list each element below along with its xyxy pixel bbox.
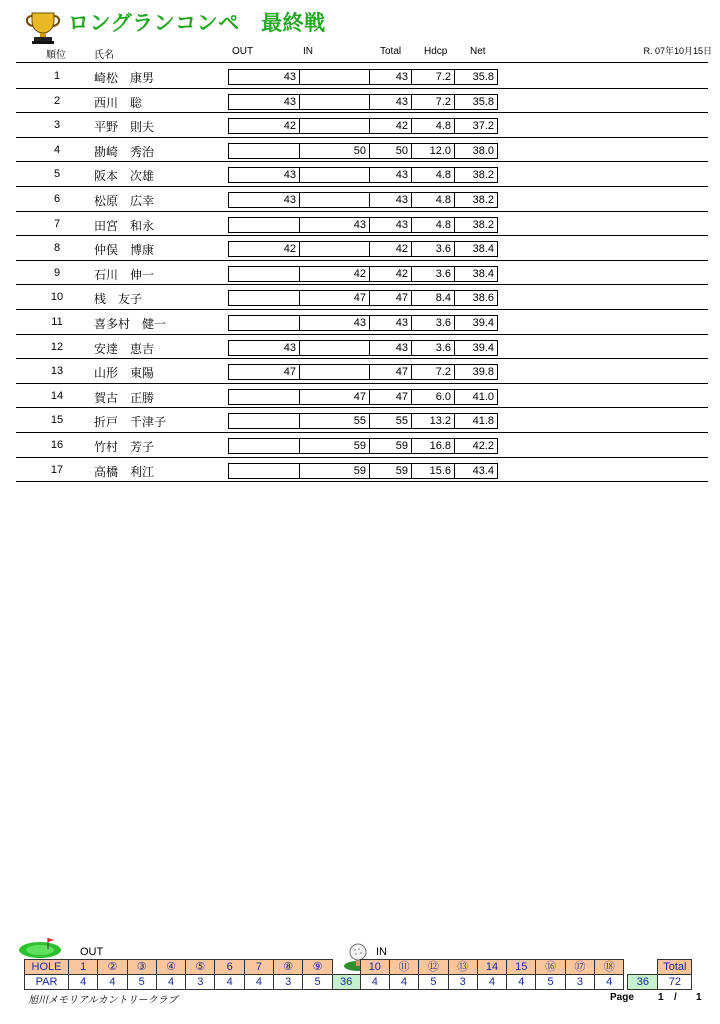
hole-number: ⑤ — [186, 960, 215, 975]
in-score-cell — [300, 69, 370, 85]
net-cell: 38.2 — [455, 217, 498, 233]
rank-cell: 1 — [53, 70, 61, 82]
net-cell: 35.8 — [455, 69, 498, 85]
hole-number: ② — [98, 960, 127, 975]
net-cell: 38.0 — [455, 143, 498, 159]
hole-number: 6 — [215, 960, 244, 975]
par-value: 4 — [98, 975, 127, 990]
total-cell: 43 — [370, 217, 412, 233]
rank-cell: 17 — [50, 463, 64, 476]
rank-cell: 16 — [50, 439, 64, 451]
name-cell: 安達 恵吉 — [94, 341, 155, 356]
par-value: 4 — [389, 975, 418, 990]
name-cell: 折戸 千津子 — [94, 415, 167, 430]
out-score-cell: 47 — [228, 364, 300, 380]
in-score-cell — [300, 340, 370, 356]
name-cell: 西川 聡 — [94, 95, 143, 110]
hdcp-cell: 3.6 — [412, 315, 455, 331]
out-score-cell: 42 — [228, 118, 300, 134]
page-title: ロングランコンペ 最終戦 — [68, 11, 326, 35]
column-header-rank: 順位 — [46, 50, 66, 61]
par-value: 4 — [69, 975, 98, 990]
par-value: 4 — [156, 975, 185, 990]
par-value: 3 — [186, 975, 215, 990]
hole-number: ⑧ — [274, 960, 303, 975]
hole-number: ⑪ — [389, 960, 418, 975]
net-cell: 41.0 — [455, 389, 498, 405]
in-score-cell — [300, 192, 370, 208]
par-value: 4 — [477, 975, 506, 990]
name-cell: 松原 広幸 — [94, 194, 155, 208]
par-scorecard — [24, 959, 692, 990]
out-score-cell: 43 — [228, 94, 300, 110]
table-row — [16, 261, 708, 286]
table-row — [16, 433, 708, 458]
par-value: 4 — [360, 975, 389, 990]
total-cell: 43 — [370, 94, 412, 110]
total-label: Total — [658, 960, 692, 975]
hole-number: ⑬ — [448, 960, 477, 975]
table-row — [16, 335, 708, 360]
hdcp-cell: 8.4 — [412, 290, 455, 306]
in-par-subtotal: 36 — [628, 975, 658, 990]
net-cell: 39.4 — [455, 315, 498, 331]
column-header-net: Net — [470, 46, 486, 57]
hdcp-cell: 13.2 — [412, 413, 455, 429]
in-score-cell: 59 — [300, 438, 370, 454]
in-score-cell — [300, 364, 370, 380]
name-cell: 石川 伸一 — [94, 267, 155, 282]
net-cell: 38.2 — [455, 167, 498, 183]
total-cell: 59 — [370, 438, 412, 454]
net-cell: 37.2 — [455, 118, 498, 134]
row-underline — [16, 481, 708, 482]
table-row — [16, 236, 708, 261]
name-cell: 山形 東陽 — [94, 366, 155, 381]
out-label: OUT — [80, 946, 104, 958]
total-cell: 47 — [370, 290, 412, 306]
in-score-cell: 47 — [300, 389, 370, 405]
net-cell: 39.4 — [455, 340, 498, 356]
par-total: 72 — [658, 975, 692, 990]
in-score-cell: 59 — [300, 463, 370, 479]
hole-number: ⑯ — [536, 960, 565, 975]
net-cell: 39.8 — [455, 364, 498, 380]
table-row — [16, 408, 708, 433]
page-separator: / — [674, 992, 677, 1003]
hole-number: ④ — [156, 960, 185, 975]
name-cell: 阪本 次雄 — [94, 169, 155, 184]
hdcp-cell: 4.8 — [412, 217, 455, 233]
hdcp-cell: 7.2 — [412, 69, 455, 85]
out-score-cell — [228, 438, 300, 454]
out-score-cell — [228, 290, 300, 306]
name-cell: 賀古 正勝 — [94, 390, 155, 405]
hdcp-cell: 7.2 — [412, 364, 455, 380]
rank-cell: 6 — [53, 193, 61, 205]
hdcp-cell: 3.6 — [412, 241, 455, 257]
hole-number: ⑫ — [419, 960, 448, 975]
total-cell: 59 — [370, 463, 412, 479]
out-par-subtotal: 36 — [332, 975, 360, 990]
par-value: 4 — [507, 975, 536, 990]
total-cell: 47 — [370, 389, 412, 405]
par-row — [25, 975, 692, 990]
par-value: 4 — [215, 975, 244, 990]
column-header-name: 氏名 — [94, 50, 114, 61]
name-cell: 高橋 利江 — [94, 464, 155, 479]
column-header-out: OUT — [232, 46, 254, 57]
rank-cell: 5 — [53, 168, 61, 181]
rank-cell: 9 — [53, 266, 61, 279]
hdcp-cell: 3.6 — [412, 266, 455, 282]
in-score-cell — [300, 167, 370, 183]
hdcp-cell: 4.8 — [412, 192, 455, 208]
total-cell: 43 — [370, 192, 412, 208]
hole-number: ⑱ — [595, 960, 624, 975]
column-header-hdcp: Hdcp — [424, 46, 448, 57]
in-label: IN — [376, 946, 387, 958]
name-cell: 田宮 和永 — [94, 218, 155, 233]
column-header-in: IN — [303, 46, 313, 57]
total-cell: 47 — [370, 364, 412, 380]
rank-cell: 15 — [50, 414, 64, 427]
name-cell: 竹村 芳子 — [94, 440, 155, 454]
gap-cell — [628, 960, 658, 975]
hole-label: HOLE — [25, 960, 69, 975]
par-label: PAR — [25, 975, 69, 990]
rank-cell: 14 — [50, 389, 64, 402]
out-score-cell: 42 — [228, 241, 300, 257]
report-date: R. 07年10月15日 — [643, 46, 712, 56]
table-row — [16, 285, 708, 310]
hole-number: ⑰ — [565, 960, 594, 975]
out-score-cell — [228, 389, 300, 405]
par-value: 3 — [448, 975, 477, 990]
table-row — [16, 138, 708, 163]
column-header-total: Total — [380, 46, 402, 57]
total-cell: 43 — [370, 167, 412, 183]
name-cell: 桟 友子 — [94, 292, 143, 307]
in-score-cell: 42 — [300, 266, 370, 282]
out-score-cell — [228, 315, 300, 331]
header-divider — [16, 62, 708, 63]
hdcp-cell: 6.0 — [412, 389, 455, 405]
in-score-cell — [300, 241, 370, 257]
rank-cell: 8 — [53, 242, 61, 255]
out-score-cell — [228, 266, 300, 282]
hdcp-cell: 15.6 — [412, 463, 455, 479]
name-cell: 崎松 康男 — [94, 71, 155, 85]
rank-cell: 7 — [53, 217, 61, 230]
hole-number: 10 — [360, 960, 389, 975]
name-cell: 仲俣 博康 — [94, 243, 155, 258]
table-row — [16, 310, 708, 335]
hdcp-cell: 7.2 — [412, 94, 455, 110]
name-cell: 勘崎 秀治 — [94, 144, 155, 159]
golf-green-icon — [18, 935, 66, 959]
table-row — [16, 113, 708, 138]
par-value: 5 — [419, 975, 448, 990]
rank-cell: 2 — [53, 94, 61, 107]
hole-number: 14 — [477, 960, 506, 975]
table-row — [16, 212, 708, 237]
par-value: 4 — [244, 975, 273, 990]
par-value: 3 — [274, 975, 303, 990]
hdcp-cell: 4.8 — [412, 118, 455, 134]
page-total: 1 — [696, 992, 702, 1003]
hole-number: ⑨ — [303, 960, 332, 975]
total-cell: 50 — [370, 143, 412, 159]
par-value: 4 — [595, 975, 624, 990]
rank-cell: 4 — [53, 143, 61, 156]
net-cell: 38.4 — [455, 266, 498, 282]
club-name: 旭川メモリアルカントリークラブ — [28, 995, 178, 1006]
page-current: 1 — [658, 992, 664, 1003]
rank-cell: 3 — [53, 119, 61, 132]
total-cell: 42 — [370, 241, 412, 257]
table-row — [16, 89, 708, 114]
hdcp-cell: 3.6 — [412, 340, 455, 356]
out-score-cell — [228, 413, 300, 429]
total-cell: 43 — [370, 69, 412, 85]
gap-cell — [332, 960, 360, 975]
hole-row — [25, 960, 692, 975]
table-row — [16, 384, 708, 409]
name-cell: 平野 則夫 — [94, 120, 155, 135]
table-row — [16, 162, 708, 187]
hdcp-cell: 4.8 — [412, 167, 455, 183]
in-score-cell: 50 — [300, 143, 370, 159]
in-score-cell: 43 — [300, 315, 370, 331]
out-score-cell — [228, 463, 300, 479]
net-cell: 41.8 — [455, 413, 498, 429]
table-row — [16, 64, 708, 89]
in-score-cell: 55 — [300, 413, 370, 429]
out-score-cell: 43 — [228, 69, 300, 85]
rank-cell: 12 — [50, 340, 64, 353]
total-cell: 43 — [370, 315, 412, 331]
trophy-icon — [22, 9, 64, 45]
hdcp-cell: 16.8 — [412, 438, 455, 454]
hole-number: 15 — [507, 960, 536, 975]
in-score-cell — [300, 94, 370, 110]
out-score-cell: 43 — [228, 192, 300, 208]
net-cell: 38.2 — [455, 192, 498, 208]
hole-number: ③ — [127, 960, 156, 975]
in-score-cell: 47 — [300, 290, 370, 306]
net-cell: 35.8 — [455, 94, 498, 110]
table-row — [16, 458, 708, 483]
rank-cell: 13 — [50, 365, 64, 378]
hdcp-cell: 12.0 — [412, 143, 455, 159]
in-score-cell: 43 — [300, 217, 370, 233]
table-row — [16, 359, 708, 384]
in-score-cell — [300, 118, 370, 134]
par-value: 5 — [303, 975, 332, 990]
total-cell: 55 — [370, 413, 412, 429]
total-cell: 43 — [370, 340, 412, 356]
par-value: 3 — [565, 975, 594, 990]
page-label: Page — [610, 992, 634, 1003]
net-cell: 43.4 — [455, 463, 498, 479]
out-score-cell — [228, 217, 300, 233]
par-value: 5 — [536, 975, 565, 990]
rank-cell: 11 — [51, 316, 63, 328]
out-score-cell — [228, 143, 300, 159]
total-cell: 42 — [370, 118, 412, 134]
name-cell: 喜多村 健一 — [94, 317, 167, 331]
par-value: 5 — [127, 975, 156, 990]
out-score-cell: 43 — [228, 167, 300, 183]
net-cell: 38.6 — [455, 290, 498, 306]
rank-cell: 10 — [50, 291, 64, 304]
hole-number: 1 — [69, 960, 98, 975]
hole-number: 7 — [244, 960, 273, 975]
total-cell: 42 — [370, 266, 412, 282]
out-score-cell: 43 — [228, 340, 300, 356]
net-cell: 38.4 — [455, 241, 498, 257]
net-cell: 42.2 — [455, 438, 498, 454]
table-row — [16, 187, 708, 212]
